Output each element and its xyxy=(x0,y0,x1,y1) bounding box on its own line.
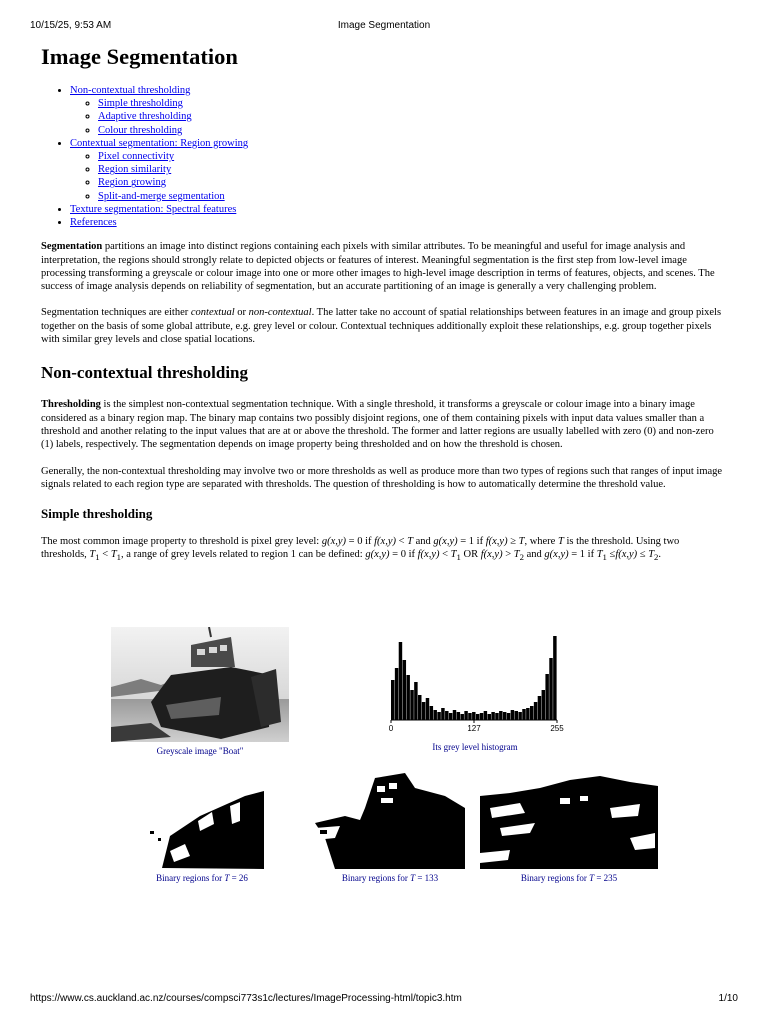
math-T: T xyxy=(89,549,96,561)
math-T: T xyxy=(450,549,457,561)
term-segmentation: Segmentation xyxy=(41,241,103,253)
histogram-bar xyxy=(395,668,398,720)
toc-link-texture[interactable]: Texture segmentation: Spectral features xyxy=(70,203,237,215)
toc-subitem xyxy=(98,110,723,123)
st-text: is the threshold. Using two thresholds, xyxy=(41,536,680,561)
histogram-bar xyxy=(460,714,463,720)
histogram-bar xyxy=(437,712,440,720)
caption-text: Binary regions for xyxy=(341,873,411,883)
st-text: = 1 if xyxy=(457,536,486,548)
math-g: g(x,y) xyxy=(321,536,347,548)
histogram-bar xyxy=(549,658,552,720)
st-text: ≥ xyxy=(507,536,519,548)
histogram-bar xyxy=(484,711,487,720)
thresholding-paragraph xyxy=(41,398,723,451)
thresholding-text: is the simplest non-contextual segmentation technique. With a single threshold, it transforms a greyscale or colour image into a binary image considered as a binary region map. The binary map contains two possibly disjoint regions, one of them containing pixels with input data values smaller than a threshold and another relating to the input values that are at or above the threshold. The former and latter regions are usually labelled with zero (0) and non-zero (1) labels, respectively. The segmentation depends on image property being thresholded and on how the threshold is chosen. xyxy=(41,399,714,451)
binary-image-133 xyxy=(315,768,465,869)
st-text: . xyxy=(658,549,662,561)
print-page-number: 1/10 xyxy=(718,993,738,1004)
histogram-bar xyxy=(538,696,541,720)
histogram-bar xyxy=(499,711,502,720)
print-url: https://www.cs.auckland.ac.nz/courses/compsci773s1c/lectures/ImageProcessing-html/topic3.htm xyxy=(30,993,462,1004)
histogram-tick-label-0: 0 xyxy=(388,724,394,732)
st-text: < xyxy=(99,549,111,561)
histogram-bars xyxy=(391,636,557,720)
histogram-bar xyxy=(507,713,510,720)
histogram-bar xyxy=(445,711,448,720)
figure-binary-235 xyxy=(480,768,658,883)
histogram-bar xyxy=(468,713,471,720)
math-f: f(x,y) xyxy=(417,549,440,561)
intro-paragraph xyxy=(41,240,723,293)
print-title: Image Segmentation xyxy=(337,20,431,31)
histogram-bar xyxy=(534,702,537,720)
toc-link-split-and-merge[interactable]: Split-and-merge segmentation xyxy=(98,190,225,202)
binary-image-26 xyxy=(140,776,264,869)
toc-item xyxy=(70,216,723,229)
histogram-bar xyxy=(430,706,433,720)
histogram-bar xyxy=(418,695,421,720)
toc-link-simple-thresholding[interactable]: Simple thresholding xyxy=(98,98,183,110)
print-datetime: 10/15/25, 9:53 AM xyxy=(30,20,112,31)
term-contextual: contextual xyxy=(190,307,235,319)
p2-text-a: Segmentation techniques are either xyxy=(41,307,191,319)
figure-binary-133 xyxy=(315,768,465,883)
toc-link-region-growing[interactable]: Region growing xyxy=(98,177,166,189)
st-text: < xyxy=(395,536,408,548)
math-sub: 1 xyxy=(456,552,461,563)
histogram-bar xyxy=(530,706,533,720)
math-f: f(x,y) xyxy=(480,549,503,561)
toc-subitem xyxy=(98,190,723,203)
histogram-bar xyxy=(545,674,548,720)
histogram-bar xyxy=(399,642,402,720)
caption-text: = 26 xyxy=(229,873,248,883)
term-thresholding: Thresholding xyxy=(41,399,101,411)
math-T: T xyxy=(407,536,413,548)
st-text: = 1 if xyxy=(568,549,597,561)
histogram-bar xyxy=(491,712,494,720)
math-sub: 1 xyxy=(95,552,100,563)
math-f: f(x,y) xyxy=(485,536,508,548)
math-T: T xyxy=(513,549,520,561)
histogram-tick-label-127: 127 xyxy=(467,724,481,732)
math-T: T xyxy=(518,536,525,548)
histogram-bar xyxy=(414,682,417,720)
caption-math-T: T xyxy=(224,873,230,883)
histogram-bar xyxy=(480,713,483,720)
print-header xyxy=(0,20,768,34)
caption-math-T: T xyxy=(410,873,416,883)
toc-link-adaptive-thresholding[interactable]: Adaptive thresholding xyxy=(98,111,192,123)
histogram-bar xyxy=(391,680,394,720)
toc-item xyxy=(70,84,723,137)
st-text: OR xyxy=(460,549,481,561)
toc-subitem xyxy=(98,124,723,137)
math-sub: 1 xyxy=(602,552,607,563)
math-f: f(x,y) xyxy=(374,536,396,548)
histogram-bar xyxy=(503,712,506,720)
math-T: T xyxy=(557,536,564,548)
toc-link-contextual[interactable]: Contextual segmentation: Region growing xyxy=(70,137,249,149)
math-T: T xyxy=(110,549,117,561)
binary-133-caption xyxy=(315,873,465,883)
histogram-bar xyxy=(526,708,529,720)
st-text: > xyxy=(502,549,514,561)
caption-text: Binary regions for xyxy=(520,873,590,883)
toc-subitem xyxy=(98,150,723,163)
toc-link-noncontextual[interactable]: Non-contextual thresholding xyxy=(70,85,191,96)
histogram-bar xyxy=(511,710,514,720)
histogram-bar xyxy=(449,713,452,720)
histogram-bar xyxy=(403,660,406,720)
math-sub: 1 xyxy=(116,552,122,563)
st-text: < xyxy=(439,549,451,561)
toc-link-references[interactable]: References xyxy=(70,217,117,229)
simple-thresholding-paragraph xyxy=(41,535,723,565)
toc-link-pixel-connectivity[interactable]: Pixel connectivity xyxy=(98,151,175,163)
histogram-caption: Its grey level histogram xyxy=(432,742,518,752)
binary-image-235 xyxy=(480,768,658,869)
histogram-bar xyxy=(518,712,521,720)
p2-text-or: or xyxy=(234,307,249,319)
math-g: g(x,y) xyxy=(433,536,458,548)
print-footer xyxy=(0,993,768,1007)
page-title: Image Segmentation xyxy=(41,44,238,69)
histogram-bar xyxy=(410,690,413,720)
histogram-bar xyxy=(422,702,425,720)
st-text: ≤ xyxy=(606,549,616,561)
toc-item xyxy=(70,203,723,216)
figure-boat xyxy=(111,627,289,756)
term-noncontextual: non-contextual xyxy=(248,307,312,319)
toc-item xyxy=(70,137,723,203)
math-g: g(x,y) xyxy=(544,549,569,561)
histogram-bar xyxy=(426,698,429,720)
histogram-bar xyxy=(472,712,475,720)
general-text: Generally, the non-contextual thresholding may involve two or more thresholds as well as produce more than two types of regions such that ranges of input image signals related to each region type are separated with thresholds. The question of thresholding is how to automatically determine the threshold value. xyxy=(41,465,723,490)
math-sub: 2 xyxy=(654,552,659,563)
binary-235-caption xyxy=(480,873,658,883)
math-g: g(x,y) xyxy=(365,549,390,561)
math-sub: 2 xyxy=(519,552,524,563)
toc-link-region-similarity[interactable]: Region similarity xyxy=(98,164,172,176)
caption-math-T: T xyxy=(589,873,595,883)
techniques-paragraph xyxy=(41,306,723,346)
boat-caption: Greyscale image "Boat" xyxy=(156,746,244,756)
st-text: , a range of grey levels related to region 1 can be defined: xyxy=(121,549,366,561)
histogram-tick-label-255: 255 xyxy=(550,724,564,732)
st-text: and xyxy=(413,536,434,548)
histogram-bar xyxy=(515,711,518,720)
boat-image xyxy=(111,627,289,742)
histogram-bar xyxy=(441,708,444,720)
st-text: = 0 if xyxy=(389,549,418,561)
histogram-bar xyxy=(464,711,467,720)
figure-binary-26 xyxy=(140,776,264,883)
figure-histogram xyxy=(377,632,573,752)
heading-simple-thresholding: Simple thresholding xyxy=(41,506,153,522)
heading-noncontextual: Non-contextual thresholding xyxy=(41,363,249,383)
toc-subitem xyxy=(98,163,723,176)
math-f: f(x,y) xyxy=(615,549,638,561)
histogram-bar xyxy=(453,710,456,720)
st-text: ≤ xyxy=(637,549,649,561)
histogram-bar xyxy=(522,709,525,720)
general-paragraph xyxy=(41,465,723,492)
p2-text-b: . The latter take no account of spatial relationships between features in an image and group pixels together on the basis of some global attribute, e.g. grey level or colour. Contextual techniques additionally exploit these relationships, e.g. group together pixels with similar grey levels and close spatial locations. xyxy=(41,307,722,346)
caption-text: = 133 xyxy=(415,873,439,883)
histogram-bar xyxy=(488,714,491,720)
math-T: T xyxy=(648,549,655,561)
histogram-bar xyxy=(457,712,460,720)
caption-text: = 235 xyxy=(594,873,618,883)
table-of-contents xyxy=(41,84,723,229)
toc-link-colour-thresholding[interactable]: Colour thresholding xyxy=(98,124,183,136)
st-text: and xyxy=(523,549,545,561)
intro-text: partitions an image into distinct regions containing each pixels with similar attributes. To be meaningful and useful for image analysis and interpretation, the regions should strongly relate to depicted objects or features of interest. Meaningful segmentation is the first step from low-level image processing transforming a greyscale or colour image into one or more other images to high-level image description in terms of features, objects, and scenes. The success of image analysis depends on reliability of segmentation, but an accurate partitioning of an image is generally a very challenging problem. xyxy=(41,241,715,293)
caption-text: Binary regions for xyxy=(156,873,225,883)
document-body xyxy=(41,40,723,565)
histogram-bar xyxy=(495,713,498,720)
histogram-bar xyxy=(406,675,409,720)
histogram-bar xyxy=(433,710,436,720)
st-text: = 0 if xyxy=(346,536,375,548)
histogram-bar xyxy=(542,690,545,720)
binary-26-caption xyxy=(140,873,264,883)
histogram-bar xyxy=(553,636,556,720)
toc-subitem xyxy=(98,97,723,110)
math-T: T xyxy=(596,549,603,561)
toc-subitem xyxy=(98,176,723,189)
histogram-chart xyxy=(377,632,573,732)
histogram-bar xyxy=(476,714,479,720)
st-text: The most common image property to threshold is pixel grey level: xyxy=(41,536,322,548)
st-text: , where xyxy=(524,536,558,548)
